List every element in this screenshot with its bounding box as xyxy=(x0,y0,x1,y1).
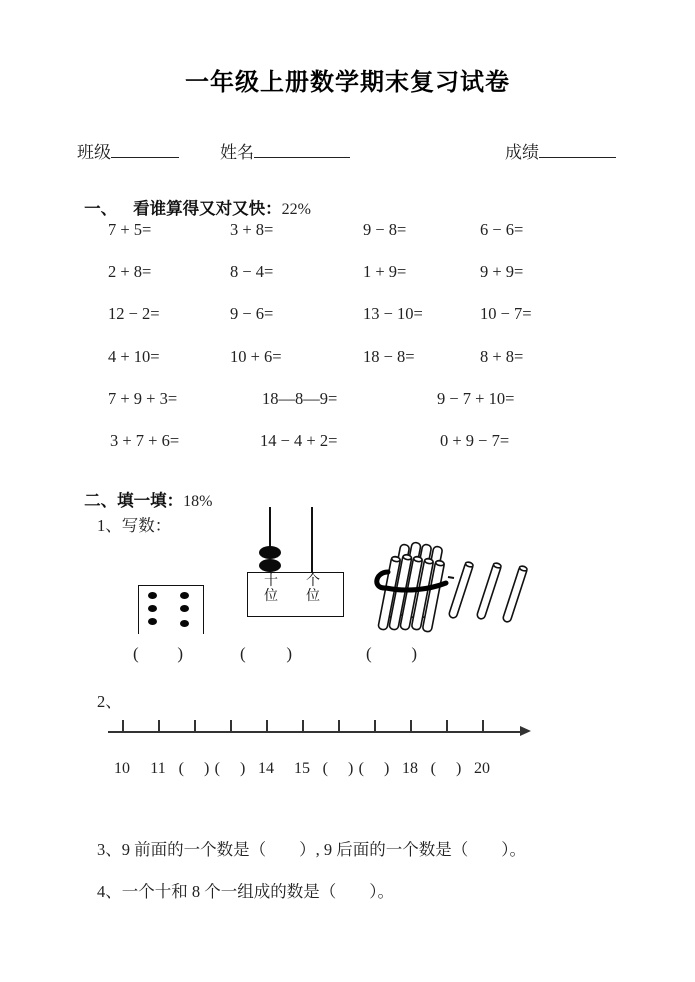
numberline-label: 20 xyxy=(474,760,490,777)
math-problem: 3 + 8= xyxy=(230,220,274,239)
q3-text: 3、9 前面的一个数是（ ）, 9 后面的一个数是（ ）。 xyxy=(97,840,526,859)
section-one-numeral: 一、 xyxy=(84,200,118,218)
dot xyxy=(148,605,157,612)
class-label: 班级 xyxy=(77,143,111,162)
math-problem: 1 + 9= xyxy=(363,262,407,281)
tens-char: 十 xyxy=(264,574,278,589)
numberline-tick xyxy=(374,720,376,731)
q1-label: 1、写数： xyxy=(97,516,172,535)
loose-sticks-figure xyxy=(444,550,536,635)
abacus-figure xyxy=(247,505,347,617)
math-problem: 18—8—9= xyxy=(262,389,338,408)
dot xyxy=(180,592,189,599)
section-two-title: 填一填： xyxy=(117,492,184,510)
numberline-axis xyxy=(108,731,522,733)
dot xyxy=(180,620,189,627)
answer-parens-abacus xyxy=(240,644,292,664)
numberline-label: ( ) xyxy=(430,760,462,777)
abacus-tens-rod xyxy=(269,507,271,548)
calc-row-5 xyxy=(0,389,695,411)
math-problem: 12 − 2= xyxy=(108,304,160,323)
dot xyxy=(180,605,189,612)
place-value-box xyxy=(247,572,344,617)
numberline-tick xyxy=(302,720,304,731)
calc-row-3 xyxy=(0,304,695,326)
tens-place-label xyxy=(256,574,286,604)
math-problem: 9 − 8= xyxy=(363,220,407,239)
abacus-bead xyxy=(259,559,281,572)
class-blank-line xyxy=(111,143,179,158)
section-two-numeral: 二、 xyxy=(84,492,118,510)
section-two-percent: 18% xyxy=(183,493,213,510)
ones-place-label xyxy=(298,574,328,604)
numberline-tick xyxy=(482,720,484,731)
numberline-label: 11 xyxy=(150,760,166,777)
math-problem: 7 + 5= xyxy=(108,220,152,239)
calc-row-4 xyxy=(0,347,695,369)
name-blank-line xyxy=(254,143,350,158)
math-problem: 8 − 4= xyxy=(230,262,274,281)
name-field xyxy=(220,138,350,163)
abacus-bead xyxy=(259,546,281,559)
dot xyxy=(148,592,157,599)
math-problem: 6 − 6= xyxy=(480,220,524,239)
dot-card-figure xyxy=(138,585,204,634)
page-title: 一年级上册数学期末复习试卷 xyxy=(185,69,510,96)
numberline-label: ( ) xyxy=(178,760,210,777)
answer-parens-sticks xyxy=(366,644,417,664)
dot xyxy=(148,618,157,625)
q2-label: 2、 xyxy=(97,692,122,711)
wei-char: 位 xyxy=(306,589,320,604)
math-problem: 3 + 7 + 6= xyxy=(110,431,180,450)
numberline-tick xyxy=(410,720,412,731)
numberline-label: ( ) xyxy=(358,760,390,777)
paren-close: ) xyxy=(411,644,417,663)
math-problem: 9 − 6= xyxy=(230,304,274,323)
ge-char: 个 xyxy=(306,574,320,589)
paren-open: ( xyxy=(240,644,246,663)
numberline-tick xyxy=(122,720,124,731)
numberline-tick xyxy=(338,720,340,731)
math-problem: 8 + 8= xyxy=(480,347,524,366)
section-two-heading xyxy=(75,468,213,511)
numberline-arrow-icon xyxy=(520,726,531,736)
score-blank-line xyxy=(539,143,616,158)
paren-open: ( xyxy=(133,644,139,663)
paren-open: ( xyxy=(366,644,372,663)
math-problem: 7 + 9 + 3= xyxy=(108,389,178,408)
calc-row-2 xyxy=(0,262,695,284)
numberline-tick xyxy=(230,720,232,731)
calc-row-6 xyxy=(0,431,695,453)
class-field xyxy=(77,138,179,163)
math-problem: 9 − 7 + 10= xyxy=(437,389,515,408)
score-label: 成绩 xyxy=(505,143,539,162)
numberline-label: 10 xyxy=(114,760,130,777)
numberline-label: 15 xyxy=(294,760,310,777)
wei-char: 位 xyxy=(264,589,278,604)
math-problem: 4 + 10= xyxy=(108,347,160,366)
answer-parens-card xyxy=(133,644,183,664)
numberline-label: ( ) xyxy=(322,760,354,777)
math-problem: 2 + 8= xyxy=(108,262,152,281)
score-field xyxy=(505,138,616,163)
q4-text: 4、一个十和 8 个一组成的数是（ ）。 xyxy=(97,882,394,901)
math-problem: 10 + 6= xyxy=(230,347,282,366)
section-one-title: 看谁算得又对又快： xyxy=(133,200,282,218)
paren-close: ) xyxy=(177,644,183,663)
math-problem: 0 + 9 − 7= xyxy=(440,431,510,450)
abacus-ones-rod xyxy=(311,507,313,572)
calc-row-1 xyxy=(0,220,695,242)
numberline-tick xyxy=(266,720,268,731)
math-problem: 13 − 10= xyxy=(363,304,423,323)
name-label: 姓名 xyxy=(220,143,254,162)
numberline-tick xyxy=(194,720,196,731)
math-problem: 18 − 8= xyxy=(363,347,415,366)
section-one-heading xyxy=(75,176,311,219)
math-problem: 10 − 7= xyxy=(480,304,532,323)
math-problem: 9 + 9= xyxy=(480,262,524,281)
paren-close: ) xyxy=(286,644,292,663)
section-one-percent: 22% xyxy=(281,201,311,218)
math-problem: 14 − 4 + 2= xyxy=(260,431,338,450)
numberline-label: 18 xyxy=(402,760,418,777)
numberline-label: 14 xyxy=(258,760,274,777)
numberline-tick xyxy=(446,720,448,731)
numberline-label: ( ) xyxy=(214,760,246,777)
numberline-tick xyxy=(158,720,160,731)
stray-mark xyxy=(448,577,454,578)
